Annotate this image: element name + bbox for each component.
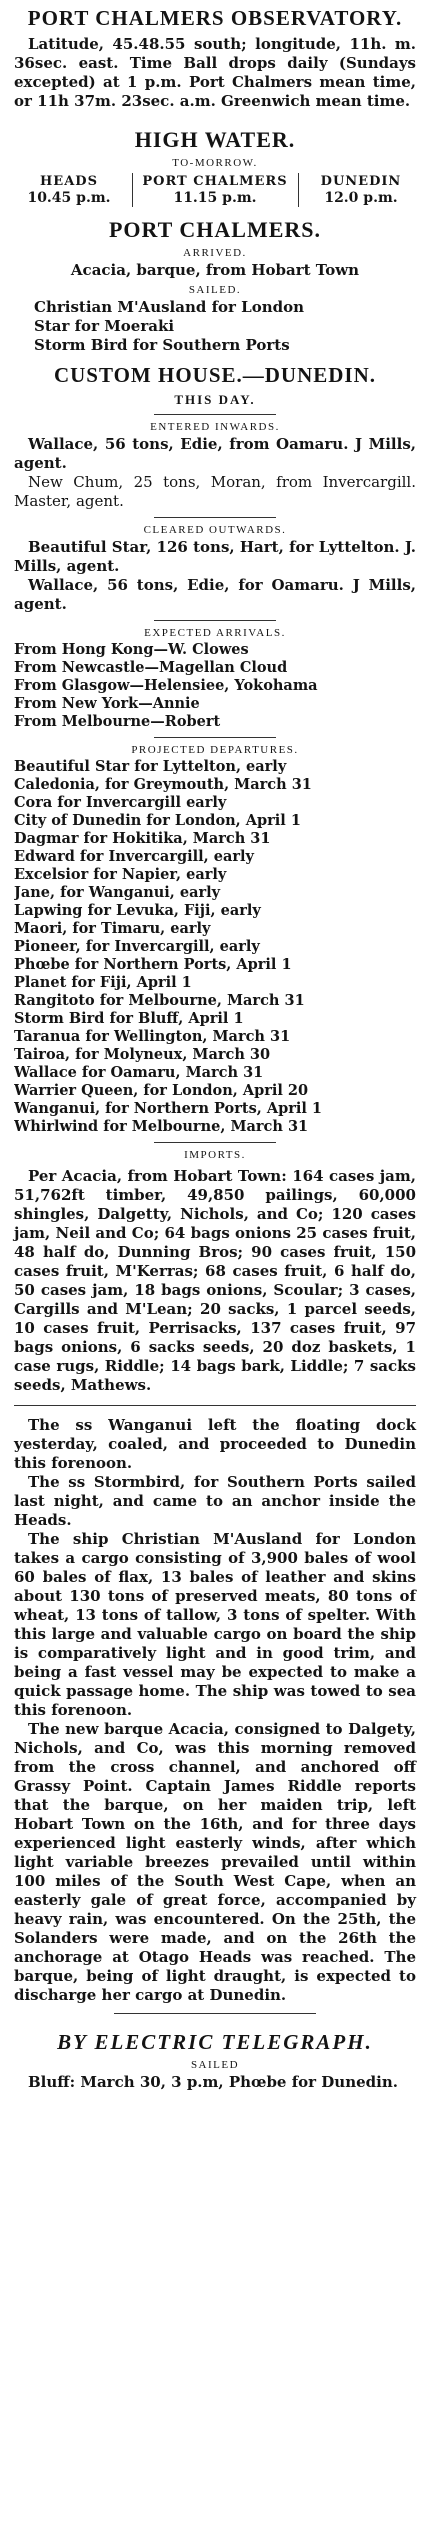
list-item: Phœbe for Northern Ports, April 1 <box>14 956 292 973</box>
cleared-item: Beautiful Star, 126 tons, Hart, for Lyttelton. J. Mills, agent. <box>14 538 416 575</box>
shipping-column <box>14 0 416 2092</box>
list-item: Taranua for Wellington, March 31 <box>14 1028 291 1045</box>
list-item: Edward for Invercargill, early <box>14 848 254 865</box>
news-paragraph: The ship Christian M'Ausland for London takes a cargo consisting of 3,900 bales of wool 60 bales of flax, 13 bales of leather and skins about 130 tons of preserved meats, 80 tons of wheat, 13 tons of tallow, 3 tons of spelter. With this large and valuable cargo on board the ship is comparatively light and in good trim, and being a fast vessel may be expected to make a quick passage home. The ship was towed to sea this forenoon. <box>14 1530 416 1719</box>
high-water-heads: HEADS 10.45 p.m. <box>27 174 111 206</box>
high-water-table <box>14 173 416 207</box>
sailed-item: Storm Bird for Southern Ports <box>34 336 290 354</box>
divider <box>114 2013 316 2014</box>
sailed-item: Star for Moeraki <box>34 317 175 335</box>
telegraph-heading: BY ELECTRIC TELEGRAPH. <box>57 2030 373 2054</box>
news-paragraph: The new barque Acacia, consigned to Dalgety, Nichols, and Co, was this morning removed from the cross channel, and anchored off Grassy Point. Captain James Riddle reports that the barque, on her maiden trip, left Hobart Town on the 16th, and for three days experienced light easterly winds, after which light variable breezes prevailed until within 100 miles of the South West Cape, when an easterly gale of great force, accompanied by heavy rain, was encountered. On the 25th, the Solanders were made, and on the 26th the anchorage at Otago Heads was reached. The barque, being of light draught, is expected to discharge her cargo at Dunedin. <box>14 1720 416 2004</box>
expected-arrivals-label: EXPECTED ARRIVALS. <box>144 627 286 639</box>
column-divider <box>132 173 133 207</box>
list-item: From Glasgow—Helensiee, Yokohama <box>14 677 318 694</box>
list-item: Warrier Queen, for London, April 20 <box>14 1082 309 1099</box>
list-item: City of Dunedin for London, April 1 <box>14 812 301 829</box>
telegraph-sailed-label: SAILED <box>190 2059 240 2071</box>
divider <box>154 414 276 415</box>
list-item: From Melbourne—Robert <box>14 713 221 730</box>
entered-item: Wallace, 56 tons, Edie, from Oamaru. J Mills, agent. <box>14 435 416 472</box>
list-item: Pioneer, for Invercargill, early <box>14 938 260 955</box>
arrived-label: ARRIVED. <box>183 247 247 259</box>
list-item: From New York—Annie <box>14 695 200 712</box>
arrived-item: Acacia, barque, from Hobart Town <box>70 261 360 279</box>
high-water-port-chalmers: PORT CHALMERS 11.15 p.m. <box>142 174 288 206</box>
projected-departures-list <box>14 758 416 1136</box>
list-item: Whirlwind for Melbourne, March 31 <box>14 1118 309 1135</box>
list-item: Excelsior for Napier, early <box>14 866 227 883</box>
list-item: Maori, for Timaru, early <box>14 920 211 937</box>
list-item: Caledonia, for Greymouth, March 31 <box>14 776 312 793</box>
list-item: From Hong Kong—W. Clowes <box>14 641 249 658</box>
list-item: Wanganui, for Northern Ports, April 1 <box>14 1100 323 1117</box>
expected-arrivals-list <box>14 641 416 731</box>
list-item: Planet for Fiji, April 1 <box>14 974 192 991</box>
list-item: Wallace for Oamaru, March 31 <box>14 1064 264 1081</box>
custom-house-heading: CUSTOM HOUSE.—DUNEDIN. <box>53 363 377 387</box>
divider <box>154 620 276 621</box>
high-water-dunedin: DUNEDIN 12.0 p.m. <box>320 174 402 206</box>
port-chalmers-heading: PORT CHALMERS. <box>108 217 322 242</box>
news-paragraph: The ss Stormbird, for Southern Ports sailed last night, and came to an anchor inside the Heads. <box>14 1473 416 1529</box>
cleared-item: Wallace, 56 tons, Edie, for Oamaru. J Mills, agent. <box>14 576 416 613</box>
list-item: Dagmar for Hokitika, March 31 <box>14 830 271 847</box>
column-divider <box>298 173 299 207</box>
entered-item: New Chum, 25 tons, Moran, from Invercargill. Master, agent. <box>14 473 416 510</box>
list-item: Storm Bird for Bluff, April 1 <box>14 1010 244 1027</box>
sailed-item: Christian M'Ausland for London <box>34 298 305 316</box>
imports-text: Per Acacia, from Hobart Town: 164 cases jam, 51,762ft timber, 49,850 pailings, 60,000 shingles, Dalgetty, Nichols, and Co; 120 cases jam, Neil and Co; 64 bags onions 25 cases fruit, 48 half do, Dunning Bros; 90 cases fruit, 150 cases fruit, M'Kerras; 68 cases fruit, 6 half do, 50 cases jam, 18 bags onions, Scoular; 3 cases, Cargills and M'Lean; 20 sacks, 1 parcel seeds, 10 cases fruit, Perrisacks, 137 cases fruit, 97 bags onions, 6 sacks seeds, 20 doz baskets, 1 case rugs, Riddle; 14 bags bark, Liddle; 7 sacks seeds, Mathews. <box>14 1167 416 1394</box>
divider <box>154 517 276 518</box>
entered-inwards-label: ENTERED INWARDS. <box>150 421 280 433</box>
imports-label: IMPORTS. <box>184 1149 246 1161</box>
list-item: From Newcastle—Magellan Cloud <box>14 659 288 676</box>
list-item: Rangitoto for Melbourne, March 31 <box>14 992 305 1009</box>
list-item: Tairoa, for Molyneux, March 30 <box>14 1046 271 1063</box>
list-item: Beautiful Star for Lyttelton, early <box>14 758 287 775</box>
list-item: Cora for Invercargill early <box>14 794 227 811</box>
divider <box>154 737 276 738</box>
divider <box>14 1405 416 1406</box>
projected-departures-label: PROJECTED DEPARTURES. <box>131 744 299 756</box>
divider <box>154 1142 276 1143</box>
high-water-heading: HIGH WATER. <box>134 127 296 152</box>
shipping-news <box>14 1416 416 2005</box>
telegraph-text: Bluff: March 30, 3 p.m, Phœbe for Dunedin. <box>28 2073 398 2091</box>
cleared-outwards-label: CLEARED OUTWARDS. <box>143 524 287 536</box>
news-paragraph: The ss Wanganui left the floating dock yesterday, coaled, and proceeded to Dunedin this forenoon. <box>14 1416 416 1472</box>
sailed-label: SAILED. <box>188 284 242 296</box>
high-water-subheading: TO-MORROW. <box>172 157 258 169</box>
observatory-heading: PORT CHALMERS OBSERVATORY. <box>27 6 403 30</box>
list-item: Jane, for Wanganui, early <box>14 884 221 901</box>
list-item: Lapwing for Levuka, Fiji, early <box>14 902 261 919</box>
observatory-text: Latitude, 45.48.55 south; longitude, 11h. m. 36sec. east. Time Ball drops daily (Sundays excepted) at 1 p.m. Port Chalmers mean time, or 11h 37m. 23sec. a.m. Greenwich mean time. <box>14 35 416 110</box>
this-day-label: THIS DAY. <box>174 392 256 407</box>
